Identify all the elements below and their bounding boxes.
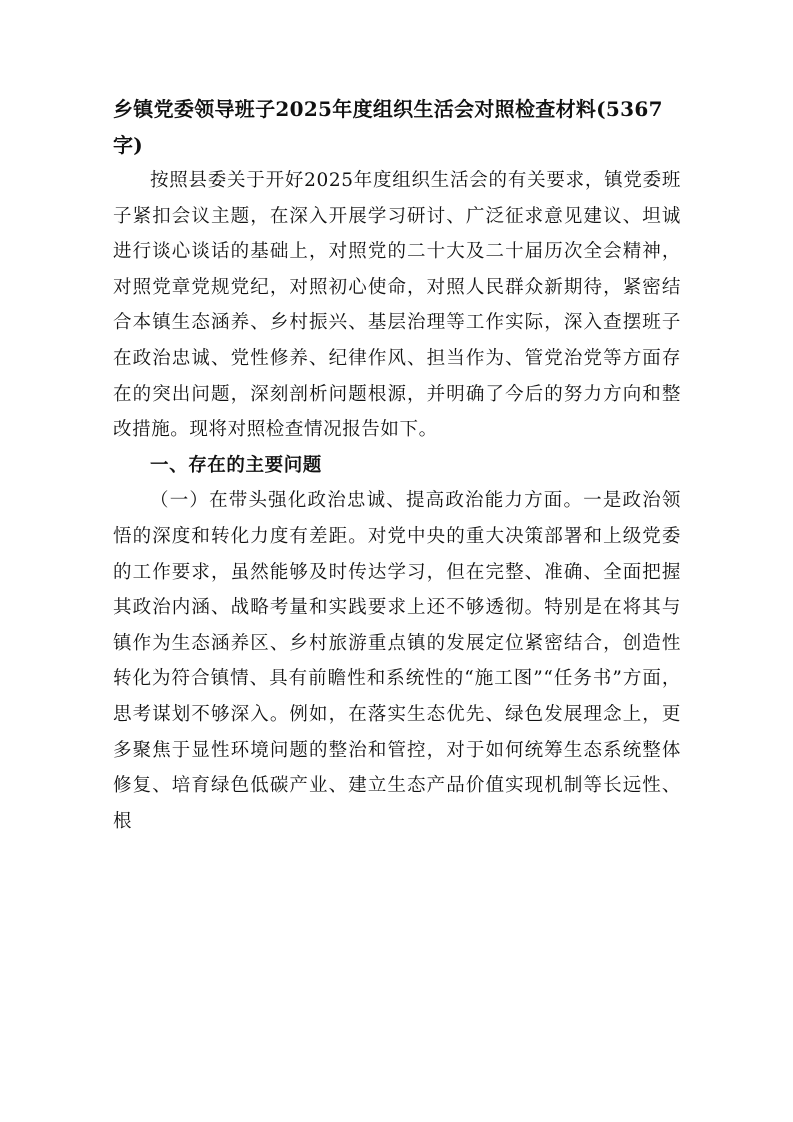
- section-heading-problems: 一、存在的主要问题: [150, 454, 322, 476]
- document-title: 乡镇党委领导班子2025年度组织生活会对照检查材料(5367字): [113, 97, 663, 157]
- intro-paragraph: 按照县委关于开好2025年度组织生活会的有关要求，镇党委班子紧扣会议主题，在深入开展学习研讨、广泛征求意见建议、坦诚进行谈心谈话的基础上，对照党的二十大及二十届历次全会精神，对照党章党规党纪，对照初心使命，对照人民群众新期待，紧密结合本镇生态涵养、乡村振兴、基层治理等工作实际，深入查摆班子在政治忠诚、党性修养、纪律作风、担当作为、管党治党等方面存在的突出问题，深刻剖析问题根源，并明确了今后的努力方向和整改措施。现将对照检查情况报告如下。: [113, 170, 681, 441]
- section-paragraph-political-loyalty: （一）在带头强化政治忠诚、提高政治能力方面。一是政治领悟的深度和转化力度有差距。对党中央的重大决策部署和上级党委的工作要求，虽然能够及时传达学习，但在完整、准确、全面把握其政治内涵、战略考量和实践要求上还不够透彻。特别是在将其与镇作为生态涵养区、乡村旅游重点镇的发展定位紧密结合，创造性转化为符合镇情、具有前瞻性和系统性的“施工图”“任务书”方面，思考谋划不够深入。例如，在落实生态优先、绿色发展理念上，更多聚焦于显性环境问题的整治和管控，对于如何统筹生态系统整体修复、培育绿色低碳产业、建立生态产品价值实现机制等长远性、根: [113, 490, 681, 832]
- document-body: [113, 92, 681, 839]
